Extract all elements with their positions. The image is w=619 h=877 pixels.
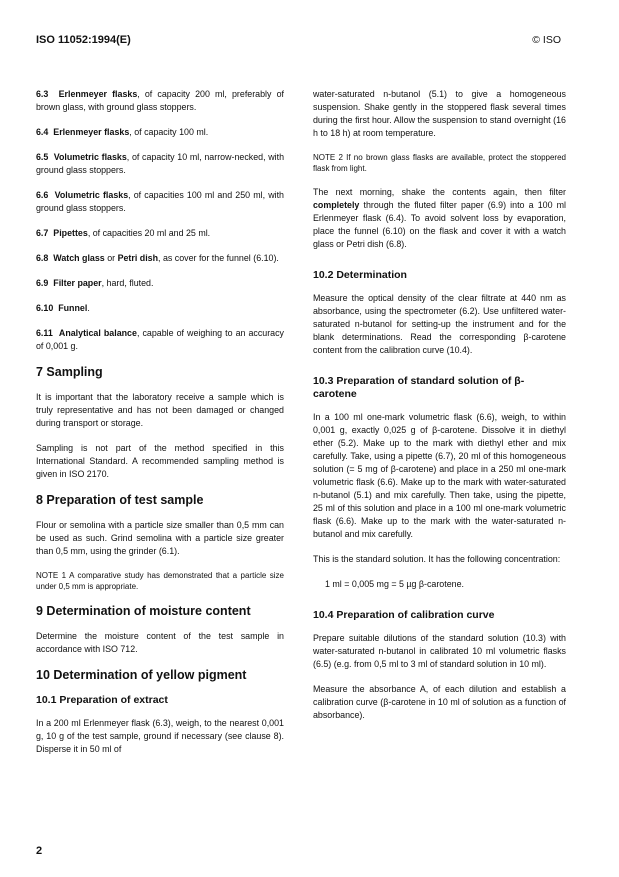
note-2: NOTE 2 If no brown glass flasks are available, protect the stoppered flask from light. xyxy=(313,153,566,173)
moisture-paragraph: Determine the moisture content of the test sample in accordance with ISO 712. xyxy=(36,631,284,654)
clause-number: 6.7 xyxy=(36,228,49,238)
clause-title: Pipettes xyxy=(53,228,88,238)
clause-6-7 xyxy=(36,227,284,240)
clause-text: , capable of weighing to an accuracy of 0,001 g. xyxy=(36,328,284,351)
clause-number: 6.9 xyxy=(36,278,49,288)
calibration-paragraph-1: Prepare suitable dilutions of the standard solution (10.3) with water-saturated n-butanol in calibrated 10 ml volumetric flasks (6.5) (e.g. from 0,5 ml to 3 ml of standard solution in 10 ml). xyxy=(313,633,566,669)
concentration-equation: 1 ml = 0,005 mg = 5 µg β-carotene. xyxy=(325,579,464,589)
clause-number: 6.11 xyxy=(36,328,53,338)
heading-standard-solution: 10.3 Preparation of standard solution of β-carotene xyxy=(313,375,525,400)
clause-text: , of capacity 200 ml, preferably of brown glass, with ground glass stoppers. xyxy=(36,89,284,112)
filtration-emphasis: completely xyxy=(313,200,360,210)
clause-title: Volumetric flasks xyxy=(53,152,127,162)
clause-title: Volumetric flasks xyxy=(54,190,129,200)
clause-title: Erlenmeyer flasks xyxy=(58,89,138,99)
clause-6-4 xyxy=(36,126,284,139)
sampling-paragraph-1: It is important that the laboratory receive a sample which is truly representative and has not been damaged or changed during transport or storage. xyxy=(36,392,284,428)
clause-text: , as cover for the funnel (6.10). xyxy=(158,253,279,263)
clause-number: 6.3 xyxy=(36,89,49,99)
left-column xyxy=(36,88,284,768)
clause-text: , of capacity 100 ml. xyxy=(129,127,209,137)
clause-number: 6.6 xyxy=(36,190,49,200)
heading-preparation-extract: 10.1 Preparation of extract xyxy=(36,694,168,706)
clause-6-5 xyxy=(36,151,284,177)
calibration-paragraph-2: Measure the absorbance A, of each dilution and establish a calibration curve (β-carotene in 10 ml of solution as a function of absorbance). xyxy=(313,684,566,720)
standard-solution-paragraph: In a 100 ml one-mark volumetric flask (6.6), weigh, to within 0,001 g, exactly 0,025 g of β-carotene. Dissolve it in diethyl ether (5.2). Make up to the mark with diethyl ether and mix carefully. Take, using a pipette (6.7), 20 ml of this homogeneous solution (= 5 mg of β-carotene) and place in a 250 ml one-mark volumetric flask (6.6). Make up to the mark with water-saturated n-butanol (5.1) and mix carefully. Then take, using the pipette, 25 ml of this solution and place in a 100 ml one-mark volumetric flask (6.6). Make up to the mark with the water-saturated n-butanol and mix carefully. xyxy=(313,412,566,539)
test-sample-paragraph: Flour or semolina with a particle size smaller than 0,5 mm can be used as such. Grind semolina with a particle size greater than 0,5 mm, using the grinder (6.1). xyxy=(36,520,284,556)
document-header-standard: ISO 11052:1994(E) xyxy=(36,34,131,46)
page-number: 2 xyxy=(36,845,43,857)
clause-title-alt: Petri dish xyxy=(117,253,159,263)
heading-yellow-pigment: 10 Determination of yellow pigment xyxy=(36,668,247,682)
heading-determination: 10.2 Determination xyxy=(313,269,407,281)
right-column xyxy=(313,88,566,734)
document-header-copyright: © ISO xyxy=(532,34,561,46)
filtration-paragraph xyxy=(313,186,566,251)
clause-6-11 xyxy=(36,327,284,353)
filtration-text-b: through the fluted filter paper (6.9) into a 100 ml Erlenmeyer flask (6.4). To avoid solvent loss by evaporation, place the funnel (6.10) on the flask and cover it with a watch glass or Petri dish (6.8). xyxy=(313,200,566,249)
clause-number: 6.5 xyxy=(36,152,49,162)
clause-title: Erlenmeyer flasks xyxy=(53,127,130,137)
extract-paragraph: In a 200 ml Erlenmeyer flask (6.3), weigh, to the nearest 0,001 g, 10 g of the test sample, ground if necessary (see clause 8). Disperse it in 50 ml of xyxy=(36,718,284,754)
heading-sampling: 7 Sampling xyxy=(36,365,103,379)
clause-6-3 xyxy=(36,88,284,114)
sampling-paragraph-2: Sampling is not part of the method specified in this International Standard. A recommended sampling method is given in ISO 2170. xyxy=(36,443,284,479)
clause-text: , of capacities 100 ml and 250 ml, with ground glass stoppers. xyxy=(36,190,284,213)
clause-connector: or xyxy=(104,253,118,263)
heading-moisture-content: 9 Determination of moisture content xyxy=(36,604,251,618)
clause-text: , hard, fluted. xyxy=(101,278,154,288)
clause-title: Filter paper xyxy=(53,278,102,288)
heading-preparation-test-sample: 8 Preparation of test sample xyxy=(36,493,204,507)
determination-paragraph: Measure the optical density of the clear filtrate at 440 nm as absorbance, using the spectrometer (6.2). Use unfiltered water-saturated n-butanol for setting-up the instrument and for the blank determinations. Read the corresponding β-carotene content from the calibration curve (10.4). xyxy=(313,293,566,355)
extract-continued-paragraph: water-saturated n-butanol (5.1) to give a homogeneous suspension. Shake gently in the stoppered flask several times during the first hour. Allow the suspension to stand overnight (16 h to 18 h) at room temperature. xyxy=(313,89,566,138)
clause-title: Watch glass xyxy=(53,253,105,263)
clause-6-9 xyxy=(36,277,284,290)
clause-number: 6.4 xyxy=(36,127,49,137)
clause-number: 6.8 xyxy=(36,253,49,263)
clause-text: , of capacity 10 ml, narrow-necked, with ground glass stoppers. xyxy=(36,152,285,175)
filtration-text-a: The next morning, shake the contents again, then filter xyxy=(313,187,566,197)
clause-text: , of capacities 20 ml and 25 ml. xyxy=(87,228,211,238)
clause-text: . xyxy=(87,303,90,313)
note-1: NOTE 1 A comparative study has demonstrated that a particle size under 0,5 mm is appropriate. xyxy=(36,571,284,591)
concentration-paragraph: This is the standard solution. It has the following concentration: xyxy=(313,554,561,564)
clause-6-6 xyxy=(36,189,284,215)
heading-calibration-curve: 10.4 Preparation of calibration curve xyxy=(313,609,495,621)
clause-title: Analytical balance xyxy=(58,328,137,338)
clause-number: 6.10 xyxy=(36,303,54,313)
clause-6-10 xyxy=(36,302,284,315)
clause-title: Funnel xyxy=(58,303,88,313)
clause-6-8 xyxy=(36,252,284,265)
